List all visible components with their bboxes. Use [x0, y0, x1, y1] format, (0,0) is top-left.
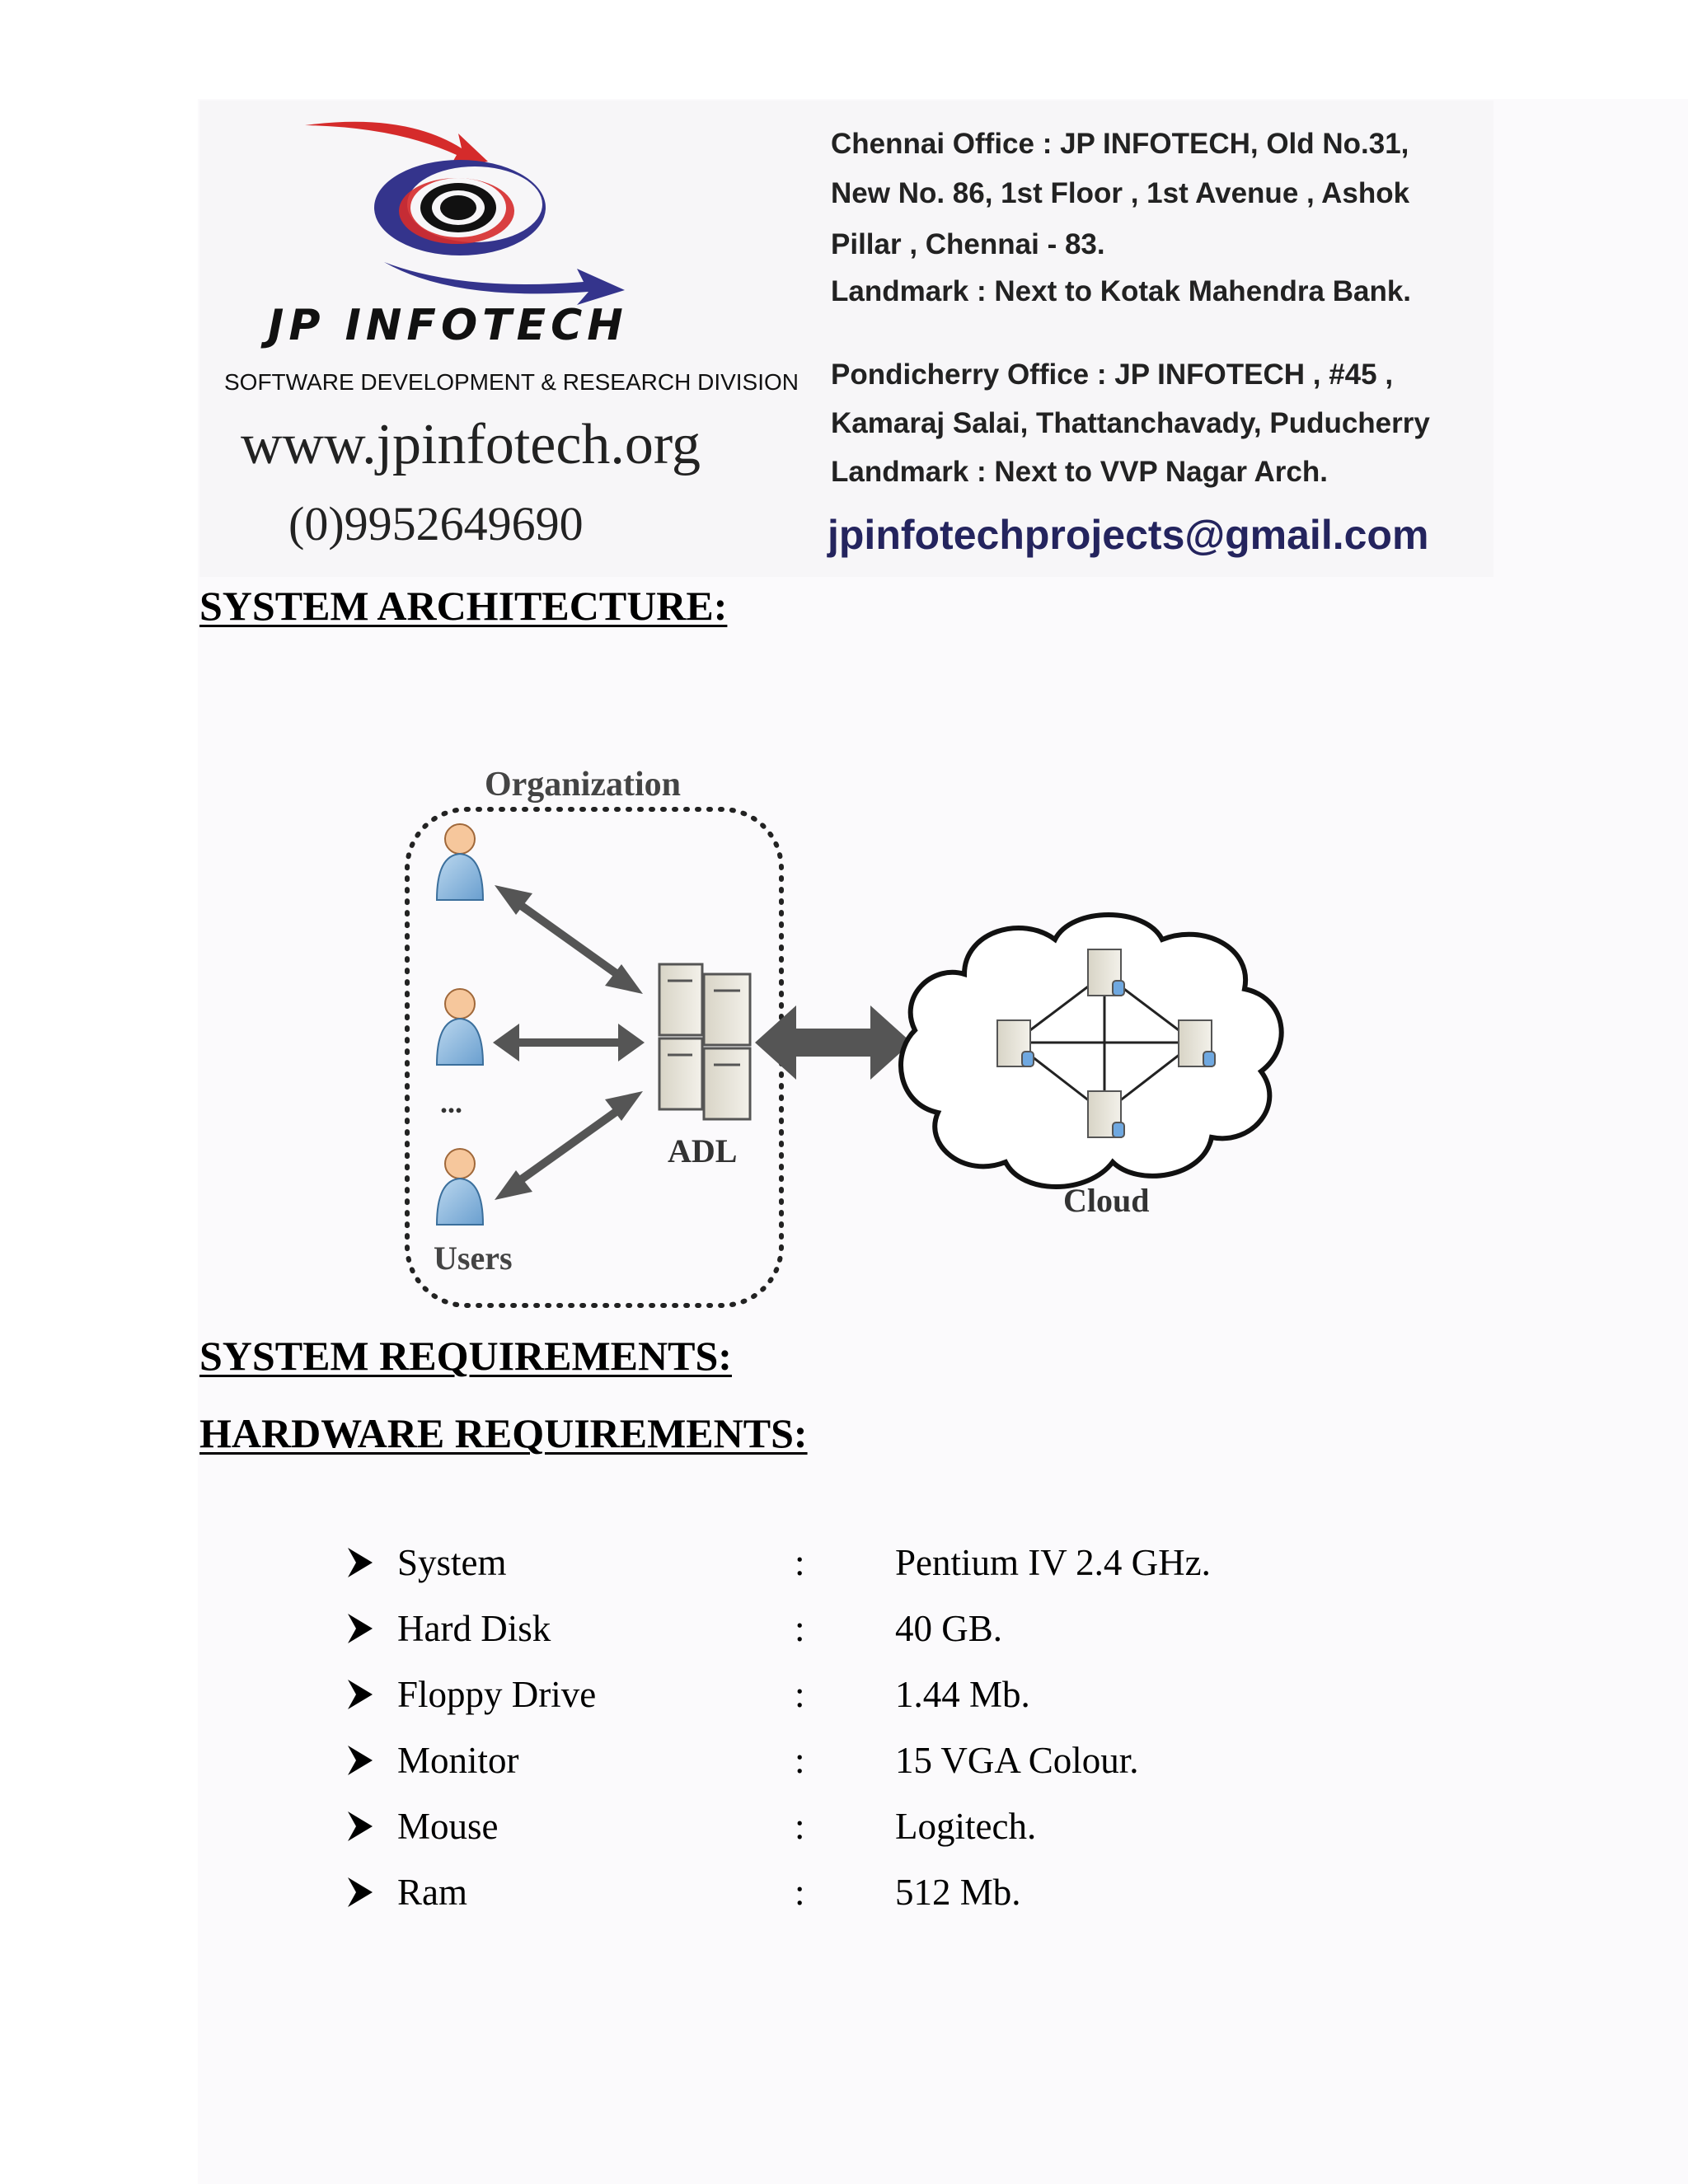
requirement-label: Floppy Drive	[397, 1674, 597, 1715]
phone-text: (0)9952649690	[288, 497, 584, 551]
arrow-bullet-icon	[346, 1810, 374, 1843]
requirement-value: 40 GB.	[895, 1608, 1003, 1649]
hardware-requirements-heading: HARDWARE REQUIREMENTS:	[199, 1410, 808, 1456]
architecture-diagram	[387, 758, 1335, 1319]
user-icon	[437, 824, 483, 900]
requirement-value: 1.44 Mb.	[895, 1674, 1030, 1715]
list-item	[346, 1673, 1335, 1739]
jp-infotech-logo-icon	[305, 115, 651, 313]
users-label: Users	[434, 1240, 513, 1277]
requirement-label: System	[397, 1542, 507, 1583]
user-icon	[437, 989, 483, 1065]
cloud-server-icon	[1179, 1020, 1215, 1066]
list-item	[346, 1739, 1335, 1805]
double-arrow-icon	[493, 1024, 645, 1062]
separator: :	[795, 1674, 805, 1715]
email-text: jpinfotechprojects@gmail.com	[828, 512, 1429, 558]
adl-cloud-arrow-icon	[755, 1005, 912, 1080]
pondicherry-address-line: Pondicherry Office : JP INFOTECH , #45 ,	[831, 359, 1394, 391]
website-text: www.jpinfotech.org	[241, 413, 701, 476]
pondicherry-address-line: Kamaraj Salai, Thattanchavady, Puducherry	[831, 407, 1430, 439]
cloud-label: Cloud	[1063, 1182, 1150, 1219]
chennai-address-line: Pillar , Chennai - 83.	[831, 228, 1105, 260]
division-text: SOFTWARE DEVELOPMENT & RESEARCH DIVISION	[224, 369, 799, 395]
arrow-bullet-icon	[346, 1744, 374, 1777]
requirement-value: Logitech.	[895, 1806, 1037, 1847]
separator: :	[795, 1806, 805, 1847]
list-item	[346, 1805, 1335, 1871]
cloud-server-icon	[1088, 1091, 1124, 1137]
requirement-value: 15 VGA Colour.	[895, 1740, 1139, 1781]
users-ellipsis: ...	[440, 1086, 462, 1119]
cloud-server-icon	[1088, 949, 1124, 996]
cloud-server-icon	[997, 1020, 1034, 1066]
list-item	[346, 1607, 1335, 1673]
chennai-address-line: New No. 86, 1st Floor , 1st Avenue , Ashok	[831, 177, 1410, 209]
adl-server-icon	[659, 964, 750, 1119]
arrow-bullet-icon	[346, 1678, 374, 1711]
system-requirements-heading: SYSTEM REQUIREMENTS:	[199, 1333, 732, 1379]
arrow-bullet-icon	[346, 1876, 374, 1909]
arrow-bullet-icon	[346, 1546, 374, 1579]
list-item	[346, 1541, 1335, 1607]
hardware-requirements-list	[346, 1541, 1335, 1937]
separator: :	[795, 1872, 805, 1913]
separator: :	[795, 1542, 805, 1583]
requirement-label: Monitor	[397, 1740, 519, 1781]
separator: :	[795, 1740, 805, 1781]
user-icon	[437, 1149, 483, 1225]
requirement-label: Mouse	[397, 1806, 499, 1847]
chennai-address-line: Chennai Office : JP INFOTECH, Old No.31,	[831, 128, 1409, 160]
double-arrow-icon	[495, 1091, 643, 1200]
organization-label: Organization	[485, 766, 681, 804]
double-arrow-icon	[495, 885, 643, 994]
pondicherry-landmark: Landmark : Next to VVP Nagar Arch.	[831, 456, 1328, 488]
requirement-label: Hard Disk	[397, 1608, 551, 1649]
requirement-label: Ram	[397, 1872, 467, 1913]
system-architecture-heading: SYSTEM ARCHITECTURE:	[199, 583, 728, 629]
requirement-value: Pentium IV 2.4 GHz.	[895, 1542, 1211, 1583]
arrow-bullet-icon	[346, 1612, 374, 1645]
requirement-value: 512 Mb.	[895, 1872, 1021, 1913]
brand-name: JP INFOTECH	[268, 301, 628, 350]
adl-label: ADL	[668, 1132, 738, 1169]
list-item	[346, 1871, 1335, 1937]
chennai-landmark: Landmark : Next to Kotak Mahendra Bank.	[831, 275, 1412, 307]
separator: :	[795, 1608, 805, 1649]
